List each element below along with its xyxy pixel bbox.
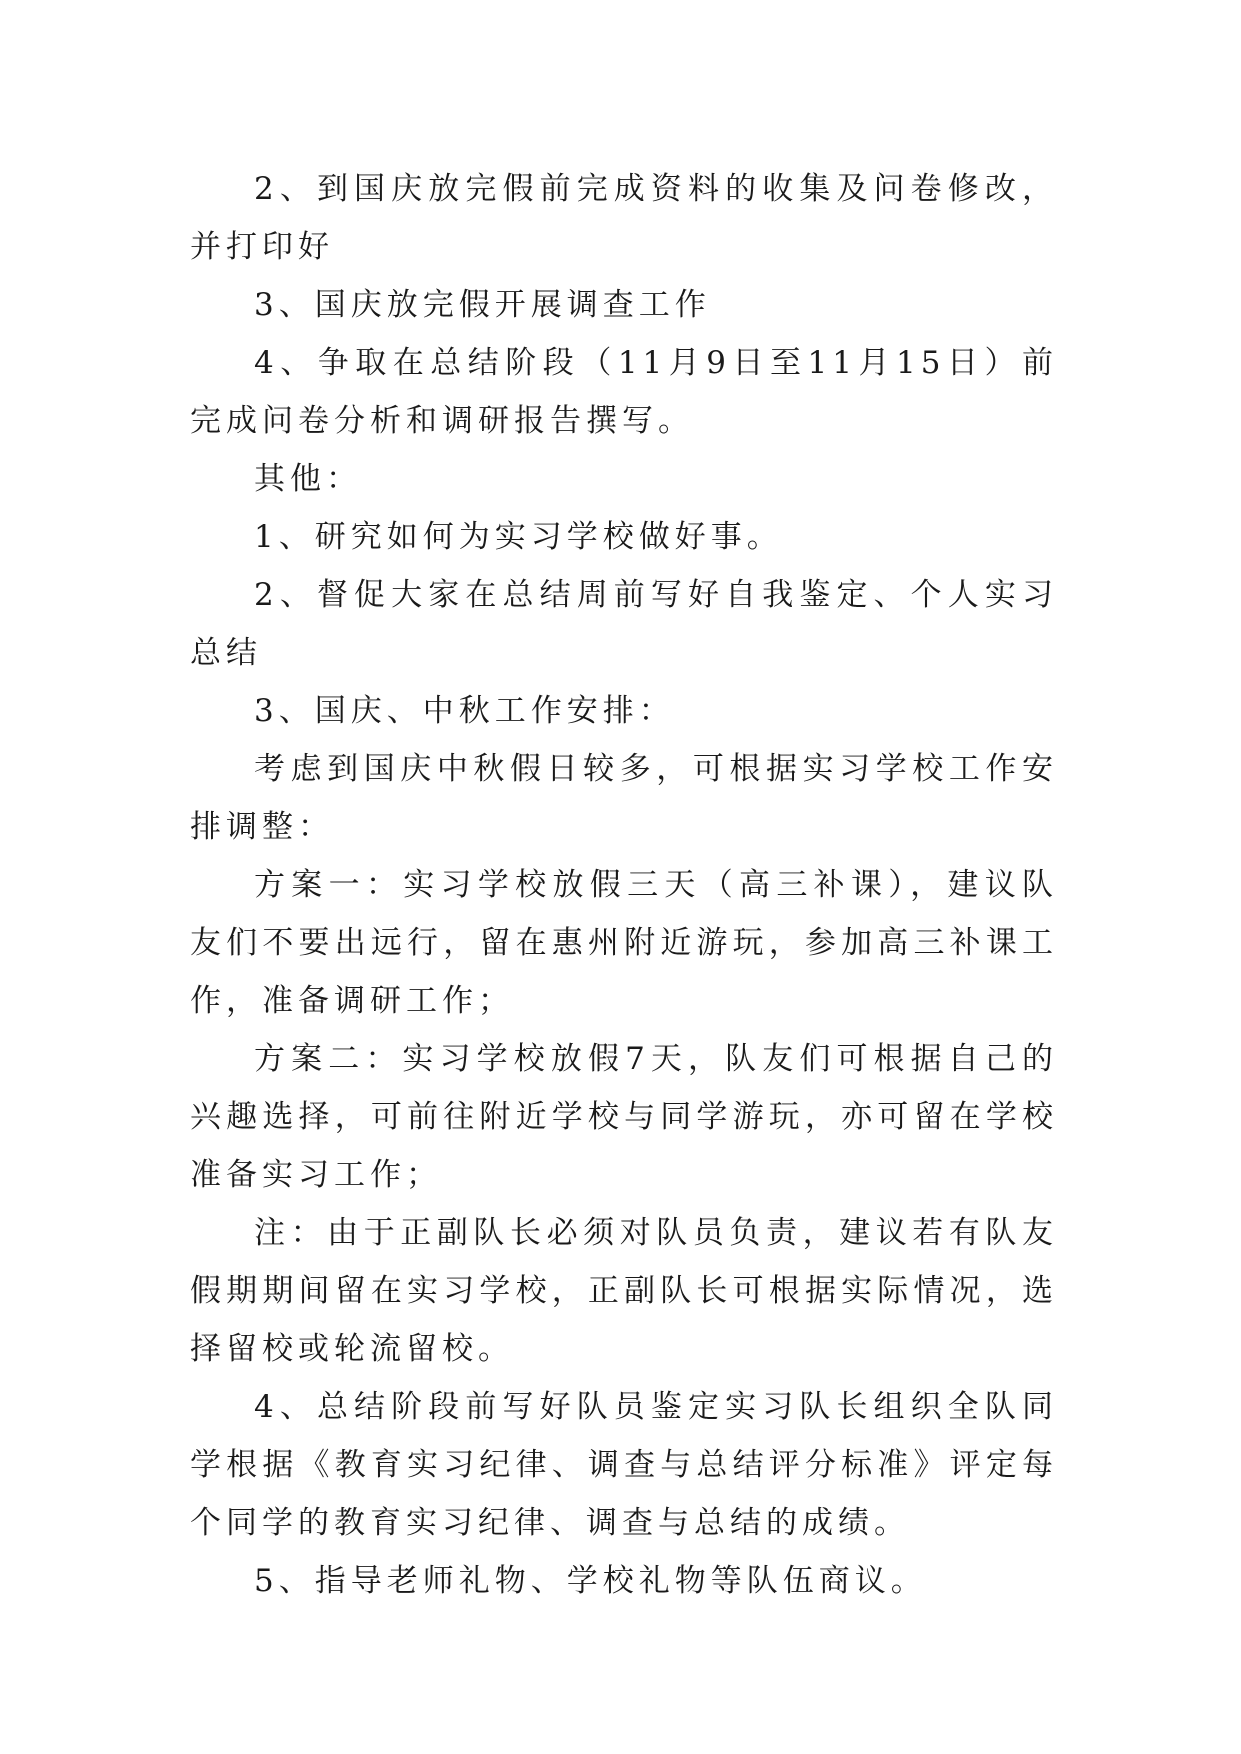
paragraph-item-2-printing: 2、到国庆放完假前完成资料的收集及问卷修改，并打印好 bbox=[190, 171, 1058, 265]
paragraph-item-3-survey: 3、国庆放完假开展调查工作 bbox=[254, 287, 711, 323]
paragraph-others-3: 3、国庆、中秋工作安排： bbox=[254, 693, 675, 729]
paragraph-others-5: 5、指导老师礼物、学校礼物等队伍商议。 bbox=[254, 1563, 927, 1599]
paragraph-others-heading: 其他： bbox=[254, 461, 362, 497]
paragraph-plan-one: 方案一：实习学校放假三天（高三补课），建议队友们不要出远行，留在惠州附近游玩，参加高三补课工作，准备调研工作； bbox=[190, 867, 1058, 1019]
paragraph-holiday-intro: 考虑到国庆中秋假日较多，可根据实习学校工作安排调整： bbox=[190, 751, 1058, 845]
paragraph-others-2: 2、督促大家在总结周前写好自我鉴定、个人实习总结 bbox=[190, 577, 1058, 671]
paragraph-others-4: 4、总结阶段前写好队员鉴定实习队长组织全队同学根据《教育实习纪律、调查与总结评分标准》评定每个同学的教育实习纪律、调查与总结的成绩。 bbox=[190, 1389, 1058, 1541]
paragraph-plan-two: 方案二：实习学校放假7天，队友们可根据自己的兴趣选择，可前往附近学校与同学游玩，亦可留在学校准备实习工作； bbox=[190, 1041, 1058, 1193]
document-page bbox=[190, 160, 1058, 1610]
paragraph-note: 注：由于正副队长必须对队员负责，建议若有队友假期期间留在实习学校，正副队长可根据实际情况，选择留校或轮流留校。 bbox=[190, 1215, 1058, 1367]
paragraph-others-1: 1、研究如何为实习学校做好事。 bbox=[254, 519, 783, 555]
paragraph-item-4-analysis: 4、争取在总结阶段（11月9日至11月15日）前完成问卷分析和调研报告撰写。 bbox=[190, 345, 1058, 439]
